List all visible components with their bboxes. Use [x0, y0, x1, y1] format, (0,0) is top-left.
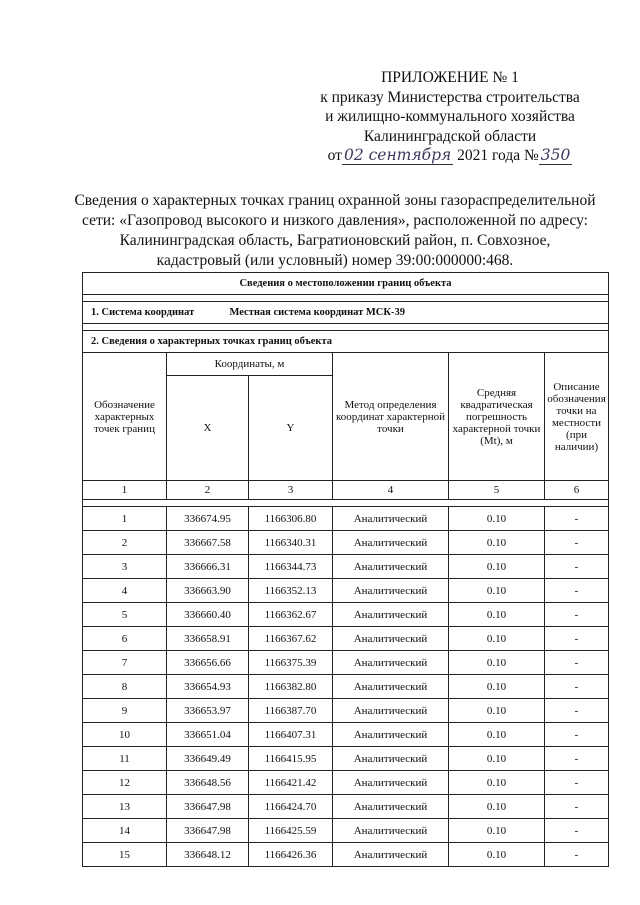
appendix-title: ПРИЛОЖЕНИЕ № 1: [381, 69, 519, 86]
table-caption: Сведения о местоположении границ объекта: [83, 273, 609, 295]
description-cell: -: [545, 699, 609, 723]
accuracy-cell: 0.10: [449, 843, 545, 867]
point-number-cell: 8: [83, 675, 167, 699]
point-number-cell: 11: [83, 747, 167, 771]
x-coordinate-cell: 336647.98: [167, 795, 249, 819]
y-coordinate-cell: 1166340.31: [249, 531, 333, 555]
description-cell: -: [545, 603, 609, 627]
coordinate-system-value: Местная система координат МСК-39: [229, 307, 406, 318]
table-row: [83, 507, 609, 531]
x-coordinate-cell: 336667.58: [167, 531, 249, 555]
header-x: X: [167, 376, 249, 481]
method-cell: Аналитический: [333, 627, 449, 651]
method-cell: Аналитический: [333, 507, 449, 531]
description-cell: -: [545, 747, 609, 771]
boundary-points-section: 2. Сведения о характерных точках границ объекта: [83, 331, 609, 353]
region-line: Калининградской области: [363, 127, 537, 145]
x-coordinate-cell: 336663.90: [167, 579, 249, 603]
column-number: 5: [449, 481, 545, 500]
date-prefix: от: [327, 147, 342, 164]
table-row: [83, 819, 609, 843]
accuracy-cell: 0.10: [449, 699, 545, 723]
title-line-4: кадастровый (или условный) номер 39:00:000000:468.: [156, 252, 514, 269]
description-cell: -: [545, 651, 609, 675]
header-description: Описание обозначения точки на местности (при наличии): [545, 353, 609, 481]
table-row: [83, 555, 609, 579]
point-number-cell: 9: [83, 699, 167, 723]
table-row: [83, 699, 609, 723]
date-year-number: 2021 года №: [457, 147, 539, 164]
x-coordinate-cell: 336647.98: [167, 819, 249, 843]
column-number: 3: [249, 481, 333, 500]
x-coordinate-cell: 336660.40: [167, 603, 249, 627]
table-row: [83, 795, 609, 819]
header-method: Метод определения координат характерной точки: [333, 353, 449, 481]
method-cell: Аналитический: [333, 651, 449, 675]
table-row: [83, 531, 609, 555]
y-coordinate-cell: 1166306.80: [249, 507, 333, 531]
order-header: [300, 68, 600, 166]
description-cell: -: [545, 579, 609, 603]
accuracy-cell: 0.10: [449, 771, 545, 795]
description-cell: -: [545, 507, 609, 531]
spacer: [83, 500, 609, 507]
x-coordinate-cell: 336653.97: [167, 699, 249, 723]
ministry-line: и жилищно-коммунального хозяйства: [325, 108, 575, 125]
y-coordinate-cell: 1166407.31: [249, 723, 333, 747]
point-number-cell: 7: [83, 651, 167, 675]
column-number: 4: [333, 481, 449, 500]
y-coordinate-cell: 1166362.67: [249, 603, 333, 627]
y-coordinate-cell: 1166415.95: [249, 747, 333, 771]
column-number: 2: [167, 481, 249, 500]
title-line-3: Калининградская область, Багратионовский район, п. Совхозное,: [119, 232, 551, 249]
x-coordinate-cell: 336674.95: [167, 507, 249, 531]
method-cell: Аналитический: [333, 555, 449, 579]
description-cell: -: [545, 819, 609, 843]
table-row: [83, 723, 609, 747]
header-point-designation: Обозначение характерных точек границ: [83, 353, 167, 481]
y-coordinate-cell: 1166387.70: [249, 699, 333, 723]
accuracy-cell: 0.10: [449, 819, 545, 843]
y-coordinate-cell: 1166425.59: [249, 819, 333, 843]
y-coordinate-cell: 1166375.39: [249, 651, 333, 675]
accuracy-cell: 0.10: [449, 603, 545, 627]
accuracy-cell: 0.10: [449, 531, 545, 555]
order-reference-line: к приказу Министерства строительства: [320, 88, 580, 106]
table-row: [83, 651, 609, 675]
description-cell: -: [545, 675, 609, 699]
y-coordinate-cell: 1166352.13: [249, 579, 333, 603]
y-coordinate-cell: 1166426.36: [249, 843, 333, 867]
x-coordinate-cell: 336648.12: [167, 843, 249, 867]
document-title: [70, 191, 600, 271]
point-number-cell: 1: [83, 507, 167, 531]
table-row: [83, 843, 609, 867]
method-cell: Аналитический: [333, 819, 449, 843]
method-cell: Аналитический: [333, 603, 449, 627]
point-number-cell: 15: [83, 843, 167, 867]
point-number-cell: 5: [83, 603, 167, 627]
accuracy-cell: 0.10: [449, 675, 545, 699]
point-number-cell: 6: [83, 627, 167, 651]
header-accuracy: Средняя квадратическая погрешность характерной точки (Mt), м: [449, 353, 545, 481]
accuracy-cell: 0.10: [449, 507, 545, 531]
coordinate-system-row: [83, 302, 609, 324]
description-cell: -: [545, 555, 609, 579]
method-cell: Аналитический: [333, 747, 449, 771]
column-number: 6: [545, 481, 609, 500]
title-line-1: Сведения о характерных точках границ охранной зоны газораспределительной: [74, 192, 596, 209]
spacer: [83, 324, 609, 331]
point-number-cell: 14: [83, 819, 167, 843]
coordinate-system-label: 1. Система координат: [91, 307, 195, 318]
description-cell: -: [545, 723, 609, 747]
x-coordinate-cell: 336648.56: [167, 771, 249, 795]
y-coordinate-cell: 1166344.73: [249, 555, 333, 579]
point-number-cell: 4: [83, 579, 167, 603]
description-cell: -: [545, 843, 609, 867]
header-coordinates: Координаты, м: [167, 353, 333, 376]
y-coordinate-cell: 1166421.42: [249, 771, 333, 795]
header-y: Y: [249, 376, 333, 481]
accuracy-cell: 0.10: [449, 651, 545, 675]
x-coordinate-cell: 336666.31: [167, 555, 249, 579]
method-cell: Аналитический: [333, 843, 449, 867]
spacer: [83, 295, 609, 302]
description-cell: -: [545, 795, 609, 819]
y-coordinate-cell: 1166367.62: [249, 627, 333, 651]
description-cell: -: [545, 531, 609, 555]
table-row: [83, 675, 609, 699]
table-row: [83, 627, 609, 651]
handwritten-date: 02 сентября: [343, 146, 452, 164]
x-coordinate-cell: 336658.91: [167, 627, 249, 651]
description-cell: -: [545, 771, 609, 795]
point-number-cell: 3: [83, 555, 167, 579]
y-coordinate-cell: 1166424.70: [249, 795, 333, 819]
point-number-cell: 12: [83, 771, 167, 795]
column-number: 1: [83, 481, 167, 500]
description-cell: -: [545, 627, 609, 651]
title-line-2: сети: «Газопровод высокого и низкого давления», расположенной по адресу:: [82, 212, 588, 229]
x-coordinate-cell: 336656.66: [167, 651, 249, 675]
point-number-cell: 2: [83, 531, 167, 555]
table-row: [83, 747, 609, 771]
accuracy-cell: 0.10: [449, 579, 545, 603]
accuracy-cell: 0.10: [449, 627, 545, 651]
point-number-cell: 10: [83, 723, 167, 747]
x-coordinate-cell: 336651.04: [167, 723, 249, 747]
order-date-line: [300, 146, 600, 166]
method-cell: Аналитический: [333, 795, 449, 819]
method-cell: Аналитический: [333, 699, 449, 723]
point-number-cell: 13: [83, 795, 167, 819]
y-coordinate-cell: 1166382.80: [249, 675, 333, 699]
table-row: [83, 771, 609, 795]
accuracy-cell: 0.10: [449, 795, 545, 819]
method-cell: Аналитический: [333, 579, 449, 603]
method-cell: Аналитический: [333, 771, 449, 795]
accuracy-cell: 0.10: [449, 723, 545, 747]
method-cell: Аналитический: [333, 675, 449, 699]
method-cell: Аналитический: [333, 531, 449, 555]
x-coordinate-cell: 336654.93: [167, 675, 249, 699]
boundary-points-table: [82, 272, 609, 867]
table-row: [83, 579, 609, 603]
table-row: [83, 603, 609, 627]
accuracy-cell: 0.10: [449, 555, 545, 579]
method-cell: Аналитический: [333, 723, 449, 747]
x-coordinate-cell: 336649.49: [167, 747, 249, 771]
accuracy-cell: 0.10: [449, 747, 545, 771]
handwritten-order-number: 350: [540, 146, 571, 164]
